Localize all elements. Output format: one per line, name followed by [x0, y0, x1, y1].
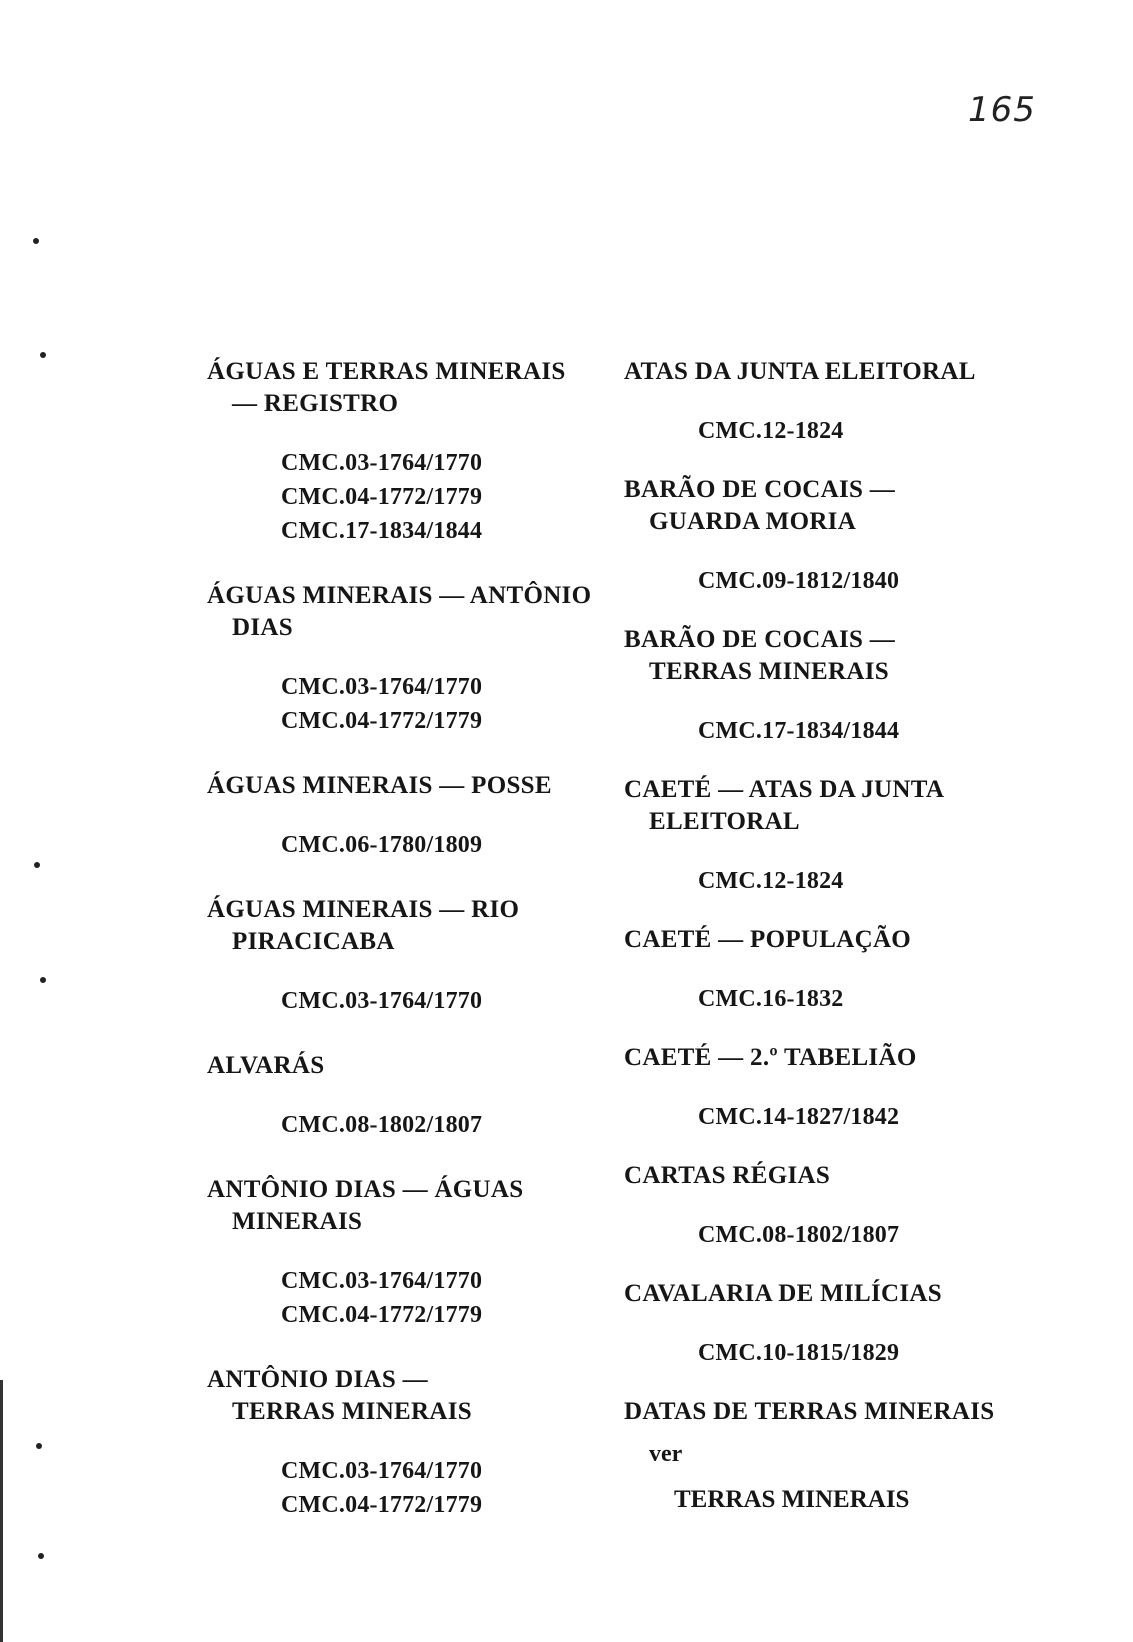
- entry-heading-line: — REGISTRO: [232, 390, 399, 417]
- archive-reference: CMC.04-1772/1779: [281, 484, 483, 510]
- entry-heading-line: ÁGUAS E TERRAS MINERAIS: [207, 358, 566, 385]
- page-number: 165: [968, 90, 1036, 130]
- entry-heading-line: CAETÉ — 2.º TABELIÃO: [624, 1044, 917, 1071]
- scan-speck: [40, 352, 46, 358]
- entry-references: [624, 564, 1044, 598]
- entry-references: [207, 1264, 602, 1332]
- index-entry: [624, 356, 1044, 448]
- see-also-label: ver: [649, 1441, 683, 1467]
- entry-heading: [624, 774, 1044, 838]
- index-entry: [624, 1042, 1044, 1134]
- index-entry: [207, 894, 602, 1018]
- entry-heading-line: MINERAIS: [232, 1208, 363, 1235]
- right-column: [624, 356, 1044, 1542]
- entry-heading-line: DIAS: [232, 614, 293, 641]
- entry-references: [624, 414, 1044, 448]
- entry-heading-line: BARÃO DE COCAIS —: [624, 476, 896, 503]
- archive-reference: CMC.03-1764/1770: [281, 1458, 483, 1484]
- index-entry: [207, 770, 602, 862]
- entry-heading-line: CAETÉ — POPULAÇÃO: [624, 926, 912, 953]
- scan-speck: [40, 977, 46, 983]
- entry-heading: [207, 1050, 602, 1082]
- entry-heading: [624, 1278, 1044, 1310]
- index-entry: [624, 924, 1044, 1016]
- entry-heading-line: PIRACICABA: [232, 928, 395, 955]
- index-entry: [207, 356, 602, 548]
- scan-speck: [38, 1553, 44, 1559]
- archive-reference: CMC.09-1812/1840: [698, 568, 900, 594]
- entry-references: [624, 1100, 1044, 1134]
- index-entry: [624, 624, 1044, 748]
- archive-reference: CMC.03-1764/1770: [281, 1268, 483, 1294]
- scan-edge-line: [0, 1380, 3, 1642]
- entry-heading-line: ELEITORAL: [649, 808, 800, 835]
- entry-heading-line: ALVARÁS: [207, 1052, 325, 1079]
- index-entry: [207, 1174, 602, 1332]
- archive-reference: CMC.16-1832: [698, 986, 844, 1012]
- entry-heading: [207, 580, 602, 644]
- archive-reference: CMC.10-1815/1829: [698, 1340, 900, 1366]
- archive-reference: CMC.06-1780/1809: [281, 832, 483, 858]
- entry-heading: [624, 1160, 1044, 1192]
- entry-references: [207, 1108, 602, 1142]
- archive-reference: CMC.08-1802/1807: [281, 1112, 483, 1138]
- entry-heading-line: CAVALARIA DE MILÍCIAS: [624, 1280, 942, 1307]
- entry-heading-line: ATAS DA JUNTA ELEITORAL: [624, 358, 976, 385]
- entry-heading: [624, 474, 1044, 538]
- entry-references: [207, 828, 602, 862]
- entry-references: [624, 1336, 1044, 1370]
- entry-references: [624, 864, 1044, 898]
- entry-heading-line: GUARDA MORIA: [649, 508, 857, 535]
- archive-reference: CMC.03-1764/1770: [281, 988, 483, 1014]
- entry-heading-line: BARÃO DE COCAIS —: [624, 626, 896, 653]
- entry-heading-line: CARTAS RÉGIAS: [624, 1162, 831, 1189]
- entry-heading: [207, 1174, 602, 1238]
- entry-heading: [207, 894, 602, 958]
- entry-references: [207, 984, 602, 1018]
- index-entry: [624, 1160, 1044, 1252]
- entry-references: [207, 446, 602, 548]
- cross-reference-entry: [624, 1396, 1044, 1516]
- entry-heading: [624, 924, 1044, 956]
- archive-reference: CMC.08-1802/1807: [698, 1222, 900, 1248]
- scan-speck: [33, 238, 39, 244]
- index-entry: [624, 474, 1044, 598]
- entry-heading: [207, 1364, 602, 1428]
- entry-heading-line: CAETÉ — ATAS DA JUNTA: [624, 776, 945, 803]
- entry-heading-line: TERRAS MINERAIS: [649, 658, 889, 685]
- entry-references: [624, 982, 1044, 1016]
- index-entry: [207, 580, 602, 738]
- archive-reference: CMC.04-1772/1779: [281, 708, 483, 734]
- entry-heading-line: ANTÔNIO DIAS —: [207, 1366, 428, 1393]
- entry-heading: [624, 624, 1044, 688]
- entry-heading: [207, 770, 602, 802]
- archive-reference: CMC.17-1834/1844: [281, 518, 483, 544]
- archive-reference: CMC.03-1764/1770: [281, 450, 483, 476]
- index-entry: [624, 1278, 1044, 1370]
- entry-heading-line: ÁGUAS MINERAIS — POSSE: [207, 772, 552, 799]
- entry-heading: [207, 356, 602, 420]
- see-also-target: TERRAS MINERAIS: [674, 1486, 910, 1513]
- entry-heading-line: ÁGUAS MINERAIS — RIO: [207, 896, 520, 923]
- left-column: [207, 356, 602, 1554]
- entry-references: [207, 1454, 602, 1522]
- archive-reference: CMC.12-1824: [698, 868, 844, 894]
- index-entry: [624, 774, 1044, 898]
- entry-references: [624, 714, 1044, 748]
- archive-reference: CMC.12-1824: [698, 418, 844, 444]
- archive-reference: CMC.04-1772/1779: [281, 1492, 483, 1518]
- entry-heading-line: TERRAS MINERAIS: [232, 1398, 472, 1425]
- entry-references: [624, 1218, 1044, 1252]
- archive-reference: CMC.04-1772/1779: [281, 1302, 483, 1328]
- scan-speck: [36, 1443, 42, 1449]
- entry-references: [207, 670, 602, 738]
- entry-heading: [624, 356, 1044, 388]
- archive-reference: CMC.17-1834/1844: [698, 718, 900, 744]
- index-entry: [207, 1364, 602, 1522]
- entry-heading-line: ÁGUAS MINERAIS — ANTÔNIO: [207, 582, 592, 609]
- scan-speck: [34, 862, 40, 868]
- entry-heading-line: ANTÔNIO DIAS — ÁGUAS: [207, 1176, 524, 1203]
- entry-heading: [624, 1042, 1044, 1074]
- entry-heading: DATAS DE TERRAS MINERAIS: [624, 1398, 995, 1425]
- index-entry: [207, 1050, 602, 1142]
- archive-reference: CMC.03-1764/1770: [281, 674, 483, 700]
- archive-reference: CMC.14-1827/1842: [698, 1104, 900, 1130]
